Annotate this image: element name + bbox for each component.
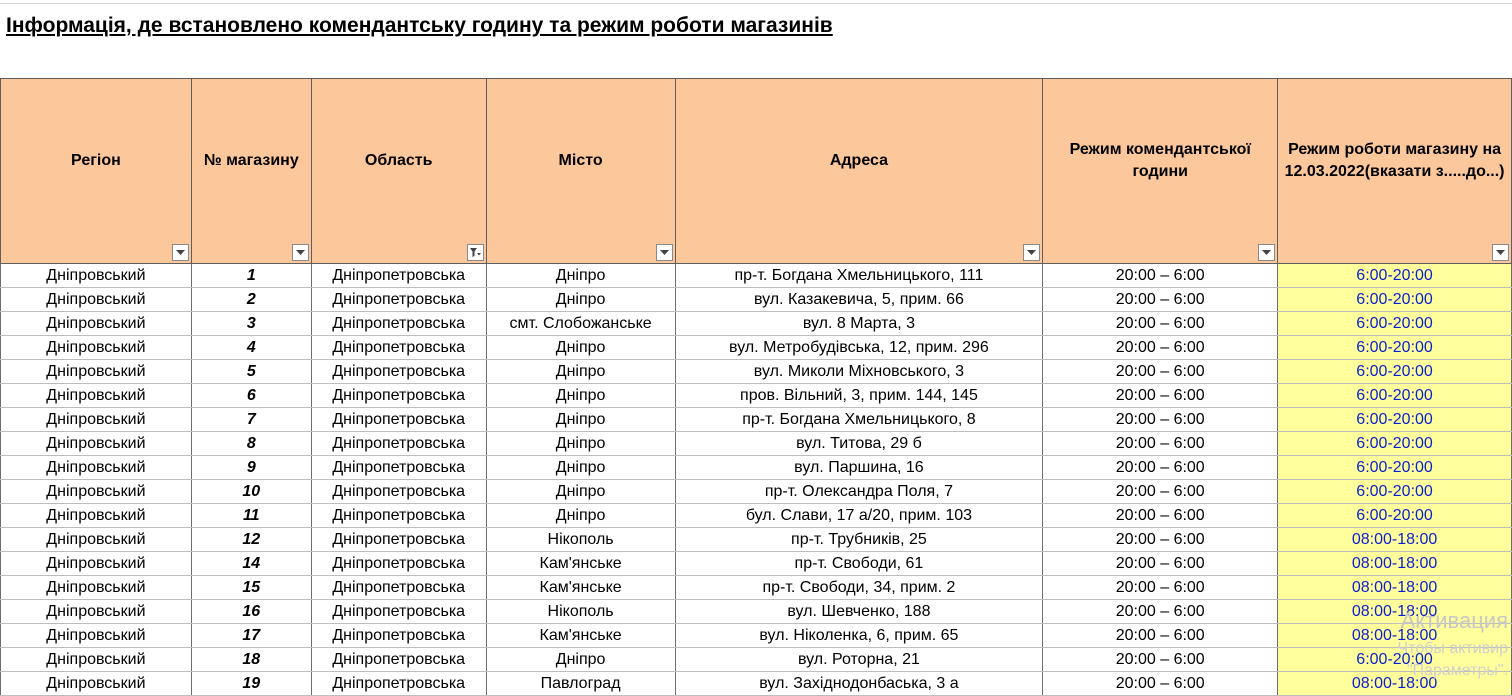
cell-oblast[interactable]: Дніпропетровська	[311, 552, 486, 576]
cell-address[interactable]: вул. Паршина, 16	[675, 456, 1043, 480]
cell-city[interactable]: Нікополь	[486, 528, 675, 552]
cell-address[interactable]: пр-т. Богдана Хмельницького, 8	[675, 408, 1043, 432]
cell-store-hours[interactable]: 08:00-18:00	[1278, 672, 1512, 696]
table-row	[1, 456, 1512, 480]
cell-address[interactable]: пр-т. Богдана Хмельницького, 111	[675, 264, 1043, 288]
cell-store-hours[interactable]: 6:00-20:00	[1278, 648, 1512, 672]
cell-curfew-mode[interactable]: 20:00 – 6:00	[1043, 528, 1278, 552]
column-header-label: Область	[364, 152, 433, 170]
cell-oblast[interactable]: Дніпропетровська	[311, 432, 486, 456]
filter-button-city[interactable]	[656, 244, 673, 261]
cell-region[interactable]: Дніпровський	[1, 552, 192, 576]
dropdown-arrow-icon	[660, 250, 669, 256]
table-row	[1, 264, 1512, 288]
cell-region[interactable]: Дніпровський	[1, 528, 192, 552]
cell-address[interactable]: пр-т. Олександра Поля, 7	[675, 480, 1043, 504]
cell-oblast[interactable]: Дніпропетровська	[311, 312, 486, 336]
cell-city[interactable]: Дніпро	[486, 408, 675, 432]
cell-city[interactable]: Кам'янське	[486, 552, 675, 576]
cell-oblast[interactable]: Дніпропетровська	[311, 288, 486, 312]
cell-store-hours[interactable]: 08:00-18:00	[1278, 600, 1512, 624]
cell-store-number[interactable]: 14	[191, 552, 311, 576]
cell-city[interactable]: Дніпро	[486, 384, 675, 408]
cell-region[interactable]: Дніпровський	[1, 456, 192, 480]
filter-button-address[interactable]	[1023, 244, 1040, 261]
cell-curfew-mode[interactable]: 20:00 – 6:00	[1043, 312, 1278, 336]
stores-table	[0, 78, 1512, 696]
cell-region[interactable]: Дніпровський	[1, 360, 192, 384]
dropdown-arrow-icon	[1496, 250, 1505, 256]
cell-curfew-mode[interactable]: 20:00 – 6:00	[1043, 456, 1278, 480]
cell-store-hours[interactable]: 6:00-20:00	[1278, 360, 1512, 384]
cell-curfew-mode[interactable]: 20:00 – 6:00	[1043, 480, 1278, 504]
table-row	[1, 360, 1512, 384]
table-row	[1, 432, 1512, 456]
cell-address[interactable]: вул. 8 Марта, 3	[675, 312, 1043, 336]
cell-oblast[interactable]: Дніпропетровська	[311, 624, 486, 648]
cell-curfew-mode[interactable]: 20:00 – 6:00	[1043, 672, 1278, 696]
column-header-city[interactable]	[486, 79, 675, 264]
cell-store-hours[interactable]: 6:00-20:00	[1278, 384, 1512, 408]
cell-store-hours[interactable]: 6:00-20:00	[1278, 336, 1512, 360]
cell-store-hours[interactable]: 6:00-20:00	[1278, 288, 1512, 312]
cell-store-hours[interactable]: 6:00-20:00	[1278, 264, 1512, 288]
cell-curfew-mode[interactable]: 20:00 – 6:00	[1043, 504, 1278, 528]
dropdown-arrow-icon	[296, 250, 305, 256]
cell-curfew-mode[interactable]: 20:00 – 6:00	[1043, 600, 1278, 624]
cell-store-number[interactable]: 10	[191, 480, 311, 504]
title-row	[0, 0, 1512, 79]
cell-address[interactable]: бул. Слави, 17 а/20, прим. 103	[675, 504, 1043, 528]
cell-store-number[interactable]: 5	[191, 360, 311, 384]
column-header-label: № магазину	[203, 152, 299, 170]
cell-store-hours[interactable]: 08:00-18:00	[1278, 552, 1512, 576]
cell-address[interactable]: вул. Роторна, 21	[675, 648, 1043, 672]
filter-button-region[interactable]	[172, 244, 189, 261]
cell-city[interactable]: Кам'янське	[486, 624, 675, 648]
cell-city[interactable]: Дніпро	[486, 336, 675, 360]
cell-region[interactable]: Дніпровський	[1, 504, 192, 528]
cell-oblast[interactable]: Дніпропетровська	[311, 336, 486, 360]
cell-store-number[interactable]: 18	[191, 648, 311, 672]
table-row	[1, 312, 1512, 336]
cell-curfew-mode[interactable]: 20:00 – 6:00	[1043, 624, 1278, 648]
column-header-store-number[interactable]	[191, 79, 311, 264]
cell-curfew-mode[interactable]: 20:00 – 6:00	[1043, 408, 1278, 432]
cell-store-number[interactable]: 9	[191, 456, 311, 480]
column-header-address[interactable]	[675, 79, 1043, 264]
cell-store-hours[interactable]: 08:00-18:00	[1278, 528, 1512, 552]
cell-oblast[interactable]: Дніпропетровська	[311, 576, 486, 600]
cell-address[interactable]: вул. Шевченко, 188	[675, 600, 1043, 624]
cell-store-number[interactable]: 7	[191, 408, 311, 432]
cell-address[interactable]: пр-т. Трубників, 25	[675, 528, 1043, 552]
cell-region[interactable]: Дніпровський	[1, 648, 192, 672]
column-header-label: Місто	[558, 152, 603, 170]
cell-store-number[interactable]: 16	[191, 600, 311, 624]
cell-store-number[interactable]: 4	[191, 336, 311, 360]
cell-region[interactable]: Дніпровський	[1, 576, 192, 600]
cell-oblast[interactable]: Дніпропетровська	[311, 408, 486, 432]
cell-city[interactable]: Дніпро	[486, 432, 675, 456]
cell-store-hours[interactable]: 6:00-20:00	[1278, 432, 1512, 456]
sheet-title[interactable]: Інформація, де встановлено комендантську годину та режим роботи магазинів	[6, 14, 833, 37]
cell-store-number[interactable]: 3	[191, 312, 311, 336]
cell-store-number[interactable]: 2	[191, 288, 311, 312]
dropdown-arrow-icon	[1262, 250, 1271, 256]
cell-store-number[interactable]: 15	[191, 576, 311, 600]
cell-region[interactable]: Дніпровський	[1, 480, 192, 504]
cell-curfew-mode[interactable]: 20:00 – 6:00	[1043, 336, 1278, 360]
table-row	[1, 528, 1512, 552]
cell-address[interactable]: пров. Вільний, 3, прим. 144, 145	[675, 384, 1043, 408]
filter-button-store-number[interactable]	[292, 244, 309, 261]
cell-city[interactable]: Дніпро	[486, 456, 675, 480]
table-row	[1, 600, 1512, 624]
cell-store-hours[interactable]: 08:00-18:00	[1278, 576, 1512, 600]
cell-region[interactable]: Дніпровський	[1, 384, 192, 408]
cell-address[interactable]: вул. Метробудівська, 12, прим. 296	[675, 336, 1043, 360]
table-row	[1, 336, 1512, 360]
cell-region[interactable]: Дніпровський	[1, 312, 192, 336]
cell-region[interactable]: Дніпровський	[1, 600, 192, 624]
column-header-store-hours[interactable]	[1278, 79, 1512, 264]
column-header-label: Режим роботи магазину на 12.03.2022(вказати з.....до...)	[1284, 141, 1505, 180]
cell-store-number[interactable]: 11	[191, 504, 311, 528]
cell-city[interactable]: Дніпро	[486, 264, 675, 288]
table-row	[1, 384, 1512, 408]
cell-store-number[interactable]: 17	[191, 624, 311, 648]
cell-region[interactable]: Дніпровський	[1, 624, 192, 648]
cell-oblast[interactable]: Дніпропетровська	[311, 528, 486, 552]
cell-city[interactable]: Павлоград	[486, 672, 675, 696]
cell-region[interactable]: Дніпровський	[1, 288, 192, 312]
cell-region[interactable]: Дніпровський	[1, 432, 192, 456]
cell-address[interactable]: вул. Казакевича, 5, прим. 66	[675, 288, 1043, 312]
cell-store-hours[interactable]: 6:00-20:00	[1278, 504, 1512, 528]
cell-region[interactable]: Дніпровський	[1, 336, 192, 360]
cell-city[interactable]: Дніпро	[486, 504, 675, 528]
cell-curfew-mode[interactable]: 20:00 – 6:00	[1043, 576, 1278, 600]
table-body	[1, 264, 1512, 696]
cell-city[interactable]: смт. Слобожанське	[486, 312, 675, 336]
cell-oblast[interactable]: Дніпропетровська	[311, 648, 486, 672]
cell-oblast[interactable]: Дніпропетровська	[311, 360, 486, 384]
column-header-label: Адреса	[829, 152, 889, 170]
cell-address[interactable]: вул. Миколи Міхновського, 3	[675, 360, 1043, 384]
filter-active-icon	[469, 247, 481, 258]
cell-city[interactable]: Дніпро	[486, 360, 675, 384]
cell-oblast[interactable]: Дніпропетровська	[311, 264, 486, 288]
cell-store-hours[interactable]: 6:00-20:00	[1278, 480, 1512, 504]
cell-curfew-mode[interactable]: 20:00 – 6:00	[1043, 432, 1278, 456]
filter-button-oblast[interactable]	[467, 244, 484, 261]
table-row	[1, 672, 1512, 696]
column-header-region[interactable]	[1, 79, 192, 264]
activation-watermark-line2: Чтобы активир	[1397, 640, 1508, 657]
cell-oblast[interactable]: Дніпропетровська	[311, 600, 486, 624]
table-row	[1, 480, 1512, 504]
cell-curfew-mode[interactable]: 20:00 – 6:00	[1043, 264, 1278, 288]
cell-city[interactable]: Дніпро	[486, 288, 675, 312]
cell-address[interactable]: вул. Західнодонбаська, 3 а	[675, 672, 1043, 696]
cell-city[interactable]: Дніпро	[486, 480, 675, 504]
cell-curfew-mode[interactable]: 20:00 – 6:00	[1043, 648, 1278, 672]
cell-city[interactable]: Дніпро	[486, 648, 675, 672]
cell-address[interactable]: вул. Ніколенка, 6, прим. 65	[675, 624, 1043, 648]
cell-city[interactable]: Нікополь	[486, 600, 675, 624]
cell-oblast[interactable]: Дніпропетровська	[311, 672, 486, 696]
cell-region[interactable]: Дніпровський	[1, 408, 192, 432]
cell-oblast[interactable]: Дніпропетровська	[311, 504, 486, 528]
cell-store-hours[interactable]: 08:00-18:00	[1278, 624, 1512, 648]
table-row	[1, 576, 1512, 600]
cell-store-number[interactable]: 12	[191, 528, 311, 552]
table-row	[1, 408, 1512, 432]
cell-store-hours[interactable]: 6:00-20:00	[1278, 408, 1512, 432]
table-row	[1, 624, 1512, 648]
cell-store-number[interactable]: 6	[191, 384, 311, 408]
table-row	[1, 504, 1512, 528]
cell-store-hours[interactable]: 6:00-20:00	[1278, 456, 1512, 480]
cell-oblast[interactable]: Дніпропетровська	[311, 480, 486, 504]
cell-oblast[interactable]: Дніпропетровська	[311, 384, 486, 408]
dropdown-arrow-icon	[1027, 250, 1036, 256]
column-header-curfew-mode[interactable]	[1043, 79, 1278, 264]
cell-city[interactable]: Кам'янське	[486, 576, 675, 600]
activation-watermark: Активация	[1400, 608, 1508, 633]
cell-address[interactable]: пр-т. Свободи, 34, прим. 2	[675, 576, 1043, 600]
cell-curfew-mode[interactable]: 20:00 – 6:00	[1043, 288, 1278, 312]
cell-curfew-mode[interactable]: 20:00 – 6:00	[1043, 384, 1278, 408]
table-row	[1, 288, 1512, 312]
table-row	[1, 552, 1512, 576]
cell-address[interactable]: пр-т. Свободи, 61	[675, 552, 1043, 576]
cell-region[interactable]: Дніпровський	[1, 672, 192, 696]
filter-button-store-hours[interactable]	[1492, 244, 1509, 261]
column-header-label: Регіон	[71, 152, 121, 170]
activation-watermark-line3: "Параметры".	[1406, 662, 1508, 679]
column-header-oblast[interactable]	[311, 79, 486, 264]
header-row	[1, 79, 1512, 264]
table-row	[1, 648, 1512, 672]
cell-curfew-mode[interactable]: 20:00 – 6:00	[1043, 552, 1278, 576]
cell-region[interactable]: Дніпровський	[1, 264, 192, 288]
cell-store-hours[interactable]: 6:00-20:00	[1278, 312, 1512, 336]
cell-address[interactable]: вул. Титова, 29 б	[675, 432, 1043, 456]
cell-store-number[interactable]: 19	[191, 672, 311, 696]
filter-button-curfew-mode[interactable]	[1258, 244, 1275, 261]
cell-store-number[interactable]: 8	[191, 432, 311, 456]
column-header-label: Режим комендантської години	[1069, 141, 1251, 180]
dropdown-arrow-icon	[176, 250, 185, 256]
cell-oblast[interactable]: Дніпропетровська	[311, 456, 486, 480]
cell-store-number[interactable]: 1	[191, 264, 311, 288]
cell-curfew-mode[interactable]: 20:00 – 6:00	[1043, 360, 1278, 384]
